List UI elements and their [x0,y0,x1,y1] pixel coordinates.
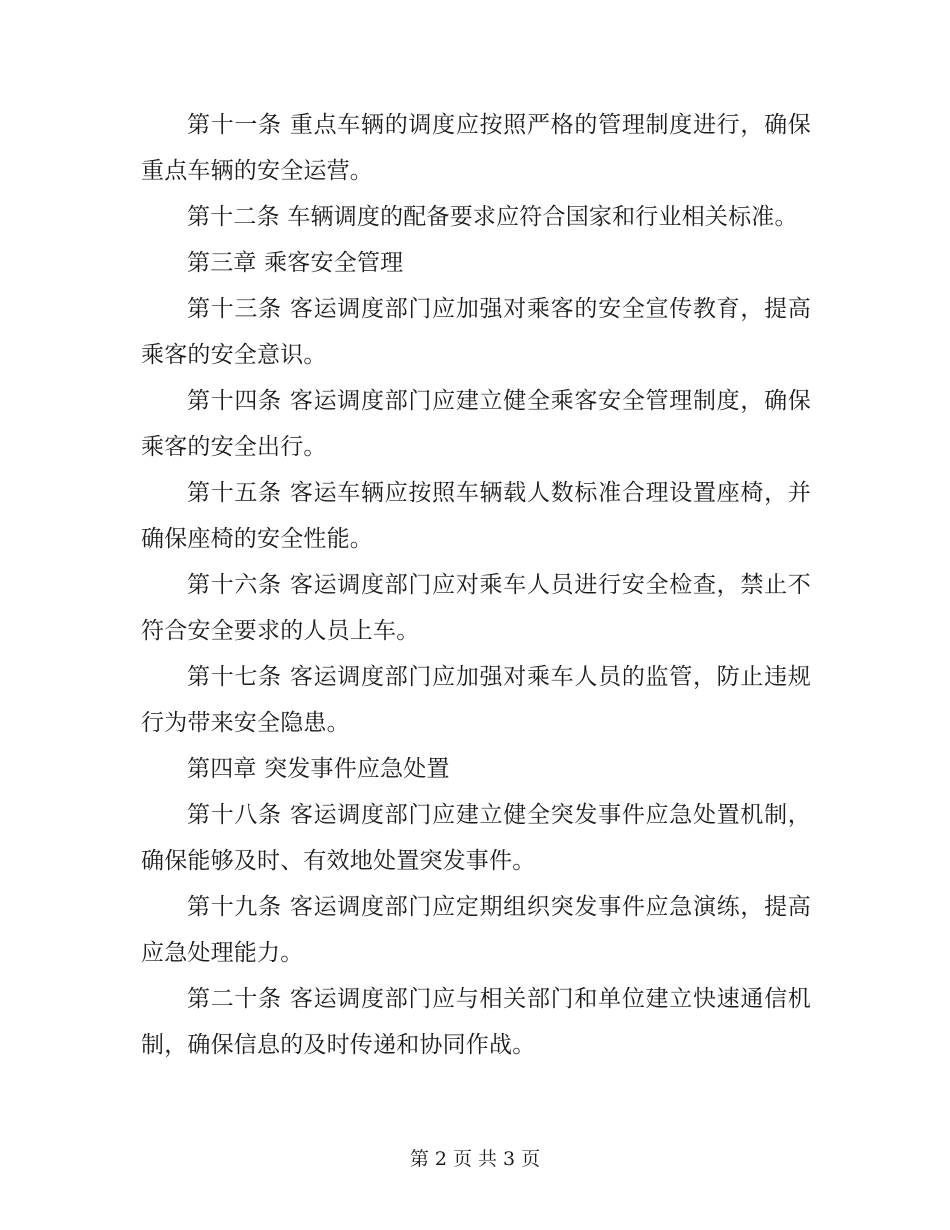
article-13: 第十三条 客运调度部门应加强对乘客的安全宣传教育，提高乘客的安全意识。 [141,296,811,368]
page-footer [0,1144,950,1174]
article-18: 第十八条 客运调度部门应建立健全突发事件应急处置机制，确保能够及时、有效地处置突发事件。 [141,802,811,874]
article-16: 第十六条 客运调度部门应对乘车人员进行安全检查，禁止不符合安全要求的人员上车。 [141,572,811,644]
article-14: 第十四条 客运调度部门应建立健全乘客安全管理制度，确保乘客的安全出行。 [141,388,811,460]
chapter-3-heading: 第三章 乘客安全管理 [187,250,404,276]
article-12: 第十二条 车辆调度的配备要求应符合国家和行业相关标准。 [187,204,798,230]
article-15: 第十五条 客运车辆应按照车辆载人数标准合理设置座椅，并确保座椅的安全性能。 [141,480,811,552]
chapter-4-heading: 第四章 突发事件应急处置 [187,756,450,782]
document-body [141,102,811,1068]
article-17: 第十七条 客运调度部门应加强对乘车人员的监管，防止违规行为带来安全隐患。 [141,664,811,736]
article-20: 第二十条 客运调度部门应与相关部门和单位建立快速通信机制，确保信息的及时传递和协同作战。 [141,986,811,1058]
article-11: 第十一条 重点车辆的调度应按照严格的管理制度进行，确保重点车辆的安全运营。 [141,112,811,184]
article-19: 第十九条 客运调度部门应定期组织突发事件应急演练，提高应急处理能力。 [141,894,811,966]
page-number: 第 2 页 共 3 页 [409,1148,541,1170]
